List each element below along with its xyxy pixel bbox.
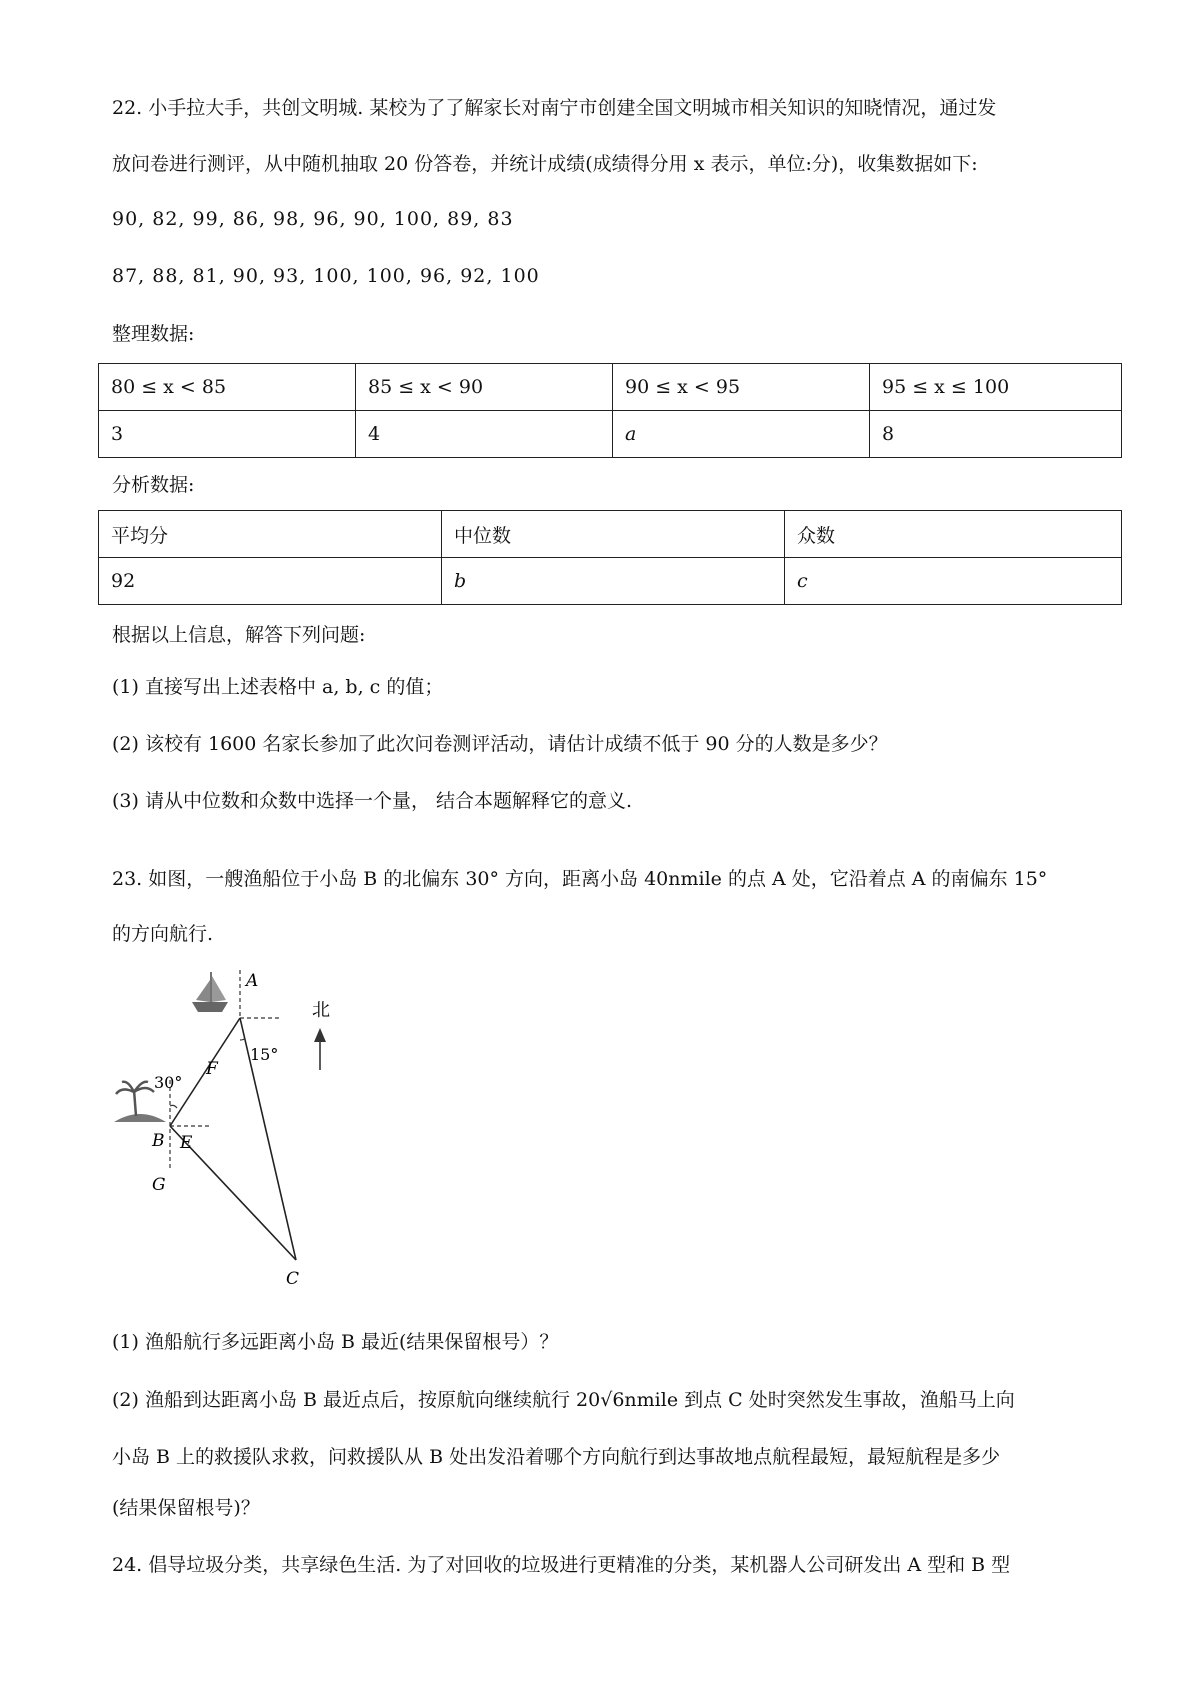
q23-sub-question-2-line-3: (结果保留根号)？ bbox=[112, 1497, 260, 1519]
analyze-data-label: 分析数据: bbox=[112, 474, 195, 496]
statistics-header-cell: 平均分 bbox=[99, 511, 442, 558]
q23-line-2: 的方向航行. bbox=[112, 923, 214, 945]
frequency-value-cell: a bbox=[613, 411, 870, 458]
angle-arc-30 bbox=[170, 1105, 177, 1108]
angle-label-30: 30° bbox=[154, 1073, 183, 1092]
frequency-header-cell: 90 ≤ x < 95 bbox=[613, 364, 870, 411]
north-arrow-icon bbox=[314, 1028, 326, 1070]
frequency-value-cell: 3 bbox=[99, 411, 356, 458]
statistics-value-cell: b bbox=[442, 558, 785, 605]
angle-label-15: 15° bbox=[250, 1045, 279, 1064]
q22-sub-question-1: (1) 直接写出上述表格中 a, b, c 的值； bbox=[112, 676, 444, 698]
statistics-table-value-row bbox=[99, 558, 1122, 605]
q23-geometry-figure bbox=[100, 960, 360, 1300]
statistics-header-cell: 众数 bbox=[785, 511, 1122, 558]
statistics-table-header-row bbox=[99, 511, 1122, 558]
frequency-value-cell: 8 bbox=[870, 411, 1122, 458]
statistics-table bbox=[98, 510, 1122, 605]
q22-line-2: 放问卷进行测评，从中随机抽取 20 份答卷，并统计成绩(成绩得分用 x 表示，单位:分)，收集数据如下: bbox=[112, 153, 978, 175]
frequency-table-header-row bbox=[99, 364, 1122, 411]
label-f: F bbox=[206, 1059, 218, 1079]
q23-line-1: 23. 如图，一艘渔船位于小岛 B 的北偏东 30° 方向，距离小岛 40nmile 的点 A 处，它沿着点 A 的南偏东 15° bbox=[112, 868, 1048, 890]
frequency-header-cell: 80 ≤ x < 85 bbox=[99, 364, 356, 411]
frequency-header-cell: 85 ≤ x < 90 bbox=[356, 364, 613, 411]
q22-prompt: 根据以上信息，解答下列问题: bbox=[112, 624, 366, 646]
statistics-value-cell: c bbox=[785, 558, 1122, 605]
segment-ab bbox=[170, 1018, 240, 1126]
label-g: G bbox=[152, 1175, 166, 1195]
q24-line-1: 24. 倡导垃圾分类，共享绿色生活. 为了对回收的垃圾进行更精准的分类，某机器人公司研发出 A 型和 B 型 bbox=[112, 1554, 1011, 1576]
label-b: B bbox=[152, 1131, 165, 1151]
north-label: 北 bbox=[312, 1000, 330, 1021]
frequency-header-cell: 95 ≤ x ≤ 100 bbox=[870, 364, 1122, 411]
frequency-table bbox=[98, 363, 1122, 458]
label-a: A bbox=[246, 971, 259, 991]
statistics-header-cell: 中位数 bbox=[442, 511, 785, 558]
q22-data-row-2: 87, 88, 81, 90, 93, 100, 100, 96, 92, 100 bbox=[112, 265, 540, 287]
frequency-value-cell: 4 bbox=[356, 411, 613, 458]
frequency-table-value-row bbox=[99, 411, 1122, 458]
organize-data-label: 整理数据: bbox=[112, 323, 195, 345]
label-e: E bbox=[180, 1133, 193, 1153]
q22-sub-question-3: (3) 请从中位数和众数中选择一个量， 结合本题解释它的意义. bbox=[112, 790, 633, 812]
boat-icon bbox=[192, 972, 228, 1012]
label-c: C bbox=[286, 1269, 300, 1289]
q22-line-1: 22. 小手拉大手，共创文明城. 某校为了了解家长对南宁市创建全国文明城市相关知识的知晓情况，通过发 bbox=[112, 97, 997, 119]
q22-data-row-1: 90, 82, 99, 86, 98, 96, 90, 100, 89, 83 bbox=[112, 208, 514, 230]
q23-sub-question-2-line-2: 小岛 B 上的救援队求救，问救援队从 B 处出发沿着哪个方向航行到达事故地点航程最短，最短航程是多少 bbox=[112, 1446, 1001, 1468]
statistics-value-cell: 92 bbox=[99, 558, 442, 605]
q22-sub-question-2: (2) 该校有 1600 名家长参加了此次问卷测评活动，请估计成绩不低于 90 分的人数是多少？ bbox=[112, 733, 888, 755]
q23-sub-question-2-line-1: (2) 渔船到达距离小岛 B 最近点后，按原航向继续航行 20√6nmile 到点 C 处时突然发生事故，渔船马上向 bbox=[112, 1389, 1015, 1411]
q23-sub-question-1: (1) 渔船航行多远距离小岛 B 最近(结果保留根号）？ bbox=[112, 1331, 559, 1353]
